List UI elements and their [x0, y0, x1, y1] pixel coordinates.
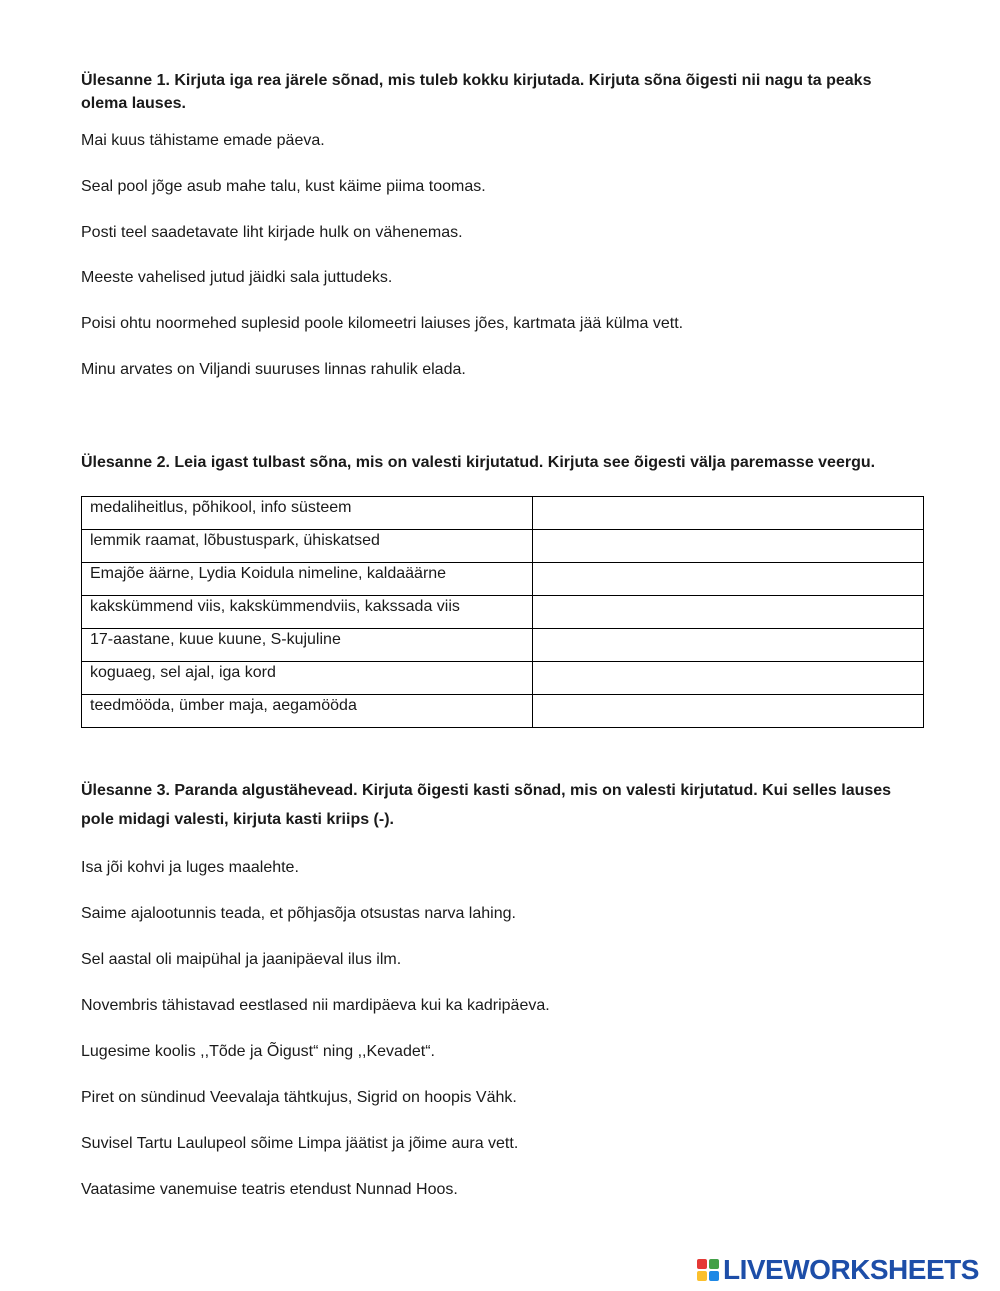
- word-list-cell: koguaeg, sel ajal, iga kord: [82, 662, 533, 695]
- task3-sentence-4: Novembris tähistavad eestlased nii mardipäeva kui ka kadripäeva.: [81, 997, 550, 1014]
- logo-text: LIVEWORKSHEETS: [723, 1254, 979, 1285]
- task3-sentence-3: Sel aastal oli maipühal ja jaanipäeval ilus ilm.: [81, 951, 402, 968]
- answer-cell[interactable]: [533, 530, 924, 563]
- word-list-cell: lemmik raamat, lõbustuspark, ühiskatsed: [82, 530, 533, 563]
- task2-heading: Ülesanne 2. Leia igast tulbast sõna, mis on valesti kirjutatud. Kirjuta see õigesti välja paremasse veergu.: [81, 454, 876, 471]
- task3-sentence-1: Isa jõi kohvi ja luges maalehte.: [81, 859, 299, 876]
- task3-sentence-2: Saime ajalootunnis teada, et põhjasõja otsustas narva lahing.: [81, 905, 516, 922]
- table-row: [82, 695, 924, 728]
- table-row: [82, 497, 924, 530]
- word-list-cell: 17-aastane, kuue kuune, S-kujuline: [82, 629, 533, 662]
- task1-sentence-5: Poisi ohtu noormehed suplesid poole kilomeetri laiuses jões, kartmata jää külma vett.: [81, 315, 684, 332]
- answer-cell[interactable]: [533, 662, 924, 695]
- logo-square: [697, 1259, 707, 1269]
- word-list-cell: Emajõe äärne, Lydia Koidula nimeline, kaldaäärne: [82, 563, 533, 596]
- liveworksheets-logo: [697, 1255, 979, 1285]
- answer-cell[interactable]: [533, 563, 924, 596]
- word-list-cell: medaliheitlus, põhikool, info süsteem: [82, 497, 533, 530]
- logo-square: [697, 1271, 707, 1281]
- answer-cell[interactable]: [533, 629, 924, 662]
- task2-table: [81, 496, 924, 728]
- task1-sentence-4: Meeste vahelised jutud jäidki sala juttudeks.: [81, 269, 393, 286]
- task3-sentence-6: Piret on sündinud Veevalaja tähtkujus, Sigrid on hoopis Vähk.: [81, 1089, 517, 1106]
- answer-cell[interactable]: [533, 497, 924, 530]
- task1-sentence-3: Posti teel saadetavate liht kirjade hulk on vähenemas.: [81, 224, 463, 241]
- table-row: [82, 530, 924, 563]
- task3-heading: Ülesanne 3. Paranda algustähevead. Kirjuta õigesti kasti sõnad, mis on valesti kirjutatud. Kui selles lauses pole midagi valesti, kirjuta kasti kriips (-).: [81, 782, 892, 828]
- word-list-cell: teedmööda, ümber maja, aegamööda: [82, 695, 533, 728]
- word-list-cell: kakskümmend viis, kakskümmendviis, kakssada viis: [82, 596, 533, 629]
- table-row: [82, 662, 924, 695]
- table-row: [82, 596, 924, 629]
- task3-sentence-8: Vaatasime vanemuise teatris etendust Nunnad Hoos.: [81, 1181, 458, 1198]
- table-row: [82, 629, 924, 662]
- task3-sentence-7: Suvisel Tartu Laulupeol sõime Limpa jäätist ja jõime aura vett.: [81, 1135, 519, 1152]
- logo-square: [709, 1271, 719, 1281]
- task1-sentence-6: Minu arvates on Viljandi suuruses linnas rahulik elada.: [81, 361, 466, 378]
- logo-badge-icon: [697, 1259, 719, 1281]
- table-row: [82, 563, 924, 596]
- task1-sentence-1: Mai kuus tähistame emade päeva.: [81, 132, 325, 149]
- task3-sentence-5: Lugesime koolis ,,Tõde ja Õigust“ ning ,,Kevadet“.: [81, 1043, 435, 1060]
- logo-square: [709, 1259, 719, 1269]
- answer-cell[interactable]: [533, 695, 924, 728]
- task1-sentence-2: Seal pool jõge asub mahe talu, kust käime piima toomas.: [81, 178, 486, 195]
- task1-heading: Ülesanne 1. Kirjuta iga rea järele sõnad, mis tuleb kokku kirjutada. Kirjuta sõna õigesti nii nagu ta peaks olema lauses.: [81, 72, 872, 112]
- answer-cell[interactable]: [533, 596, 924, 629]
